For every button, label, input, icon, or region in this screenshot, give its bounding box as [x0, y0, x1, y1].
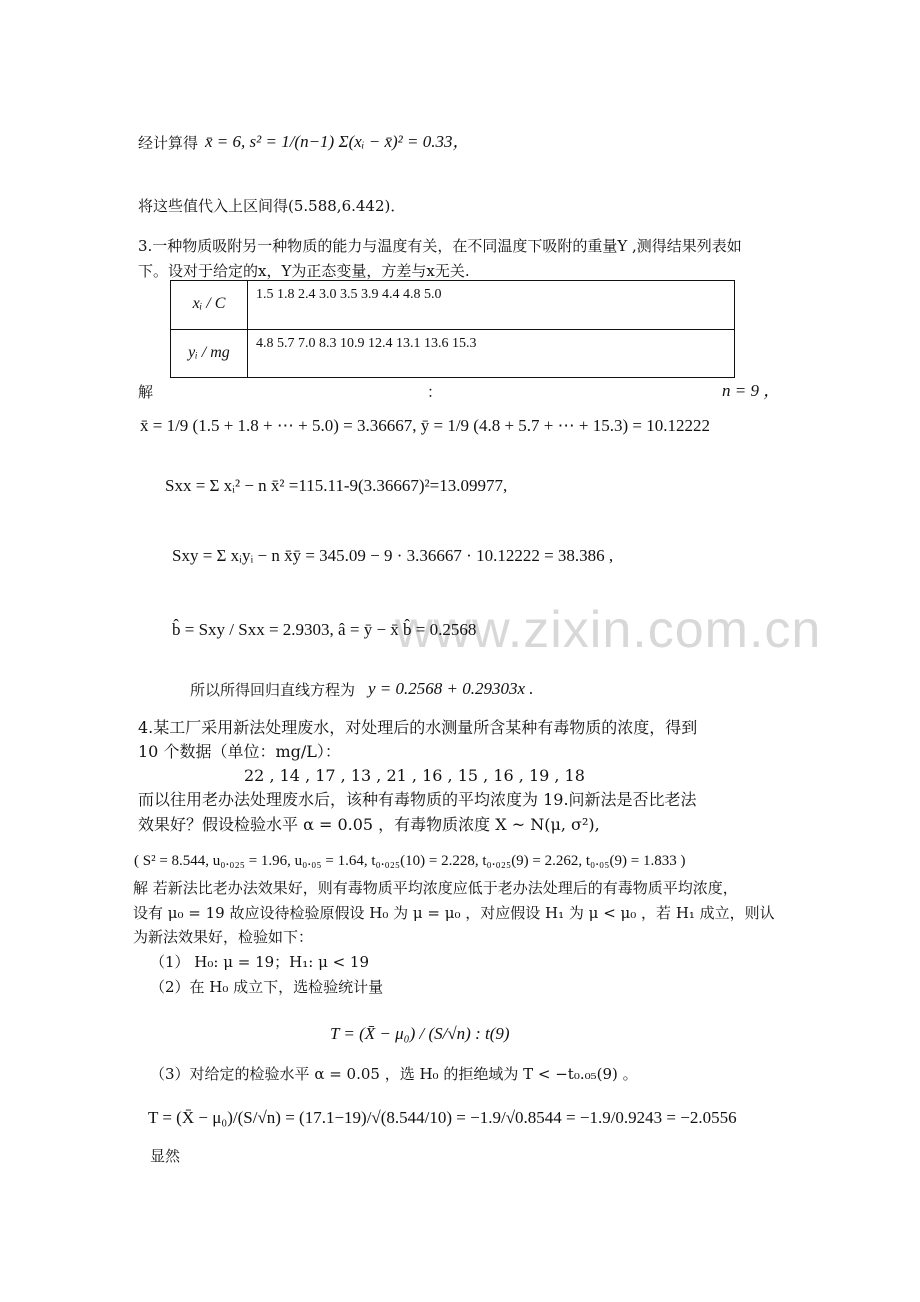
- step-1: （1） H₀: μ = 19；H₁: μ < 19: [150, 953, 370, 971]
- solution-label: 解: [138, 383, 154, 401]
- table-row: [171, 329, 735, 378]
- q3-line1: 3.一种物质吸附另一种物质的能力与温度有关，在不同温度下吸附的重量Y ,测得结果列表如: [138, 237, 742, 255]
- q4-solution-line2: 设有 μ₀ = 19 故应设待检验原假设 H₀ 为 μ = μ₀ ，对应假设 H₁ 为 μ < μ₀ ，若 H₁ 成立，则认: [133, 904, 775, 922]
- q4-solution-line3: 为新法效果好，检验如下：: [133, 928, 314, 946]
- x-values: 1.5 1.8 2.4 3.0 3.5 3.9 4.4 4.8 5.0: [248, 281, 735, 330]
- q4-line1: 4.某工厂采用新法处理废水，对处理后的水测量所含某种有毒物质的浓度，得到: [138, 718, 698, 737]
- step-2: （2）在 H₀ 成立下，选检验统计量: [150, 978, 384, 996]
- q4-data: 22 , 14 , 17 , 13 , 21 , 16 , 15 , 16 , 19 , 18: [244, 766, 585, 785]
- coefficients-formula: b̂ = Sxy / Sxx = 2.9303, â = ȳ − x̄ b̂ = 0.2568: [172, 620, 477, 639]
- regression-equation: y = 0.2568 + 0.29303x .: [368, 679, 534, 698]
- y-values: 4.8 5.7 7.0 8.3 10.9 12.4 13.1 13.6 15.3: [248, 329, 735, 378]
- conclusion-start: 显然: [150, 1147, 181, 1165]
- table-row: [171, 281, 735, 330]
- x-header: xᵢ / C: [171, 281, 248, 330]
- q4-solution-line1: 解 若新法比老办法效果好，则有毒物质平均浓度应低于老办法处理后的有毒物质平均浓度，: [133, 879, 738, 897]
- sxy-formula: Sxy = Σ xᵢyᵢ − n x̄ȳ = 345.09 − 9 · 3.36667 · 10.12222 = 38.386 ,: [172, 546, 614, 565]
- q4-line4: 效果好？假设检验水平 α = 0.05 ，有毒物质浓度 X ~ N(μ, σ²),: [138, 815, 600, 834]
- interval-result: 将这些值代入上区间得(5.588,6.442)．: [138, 197, 406, 215]
- t-calculation: T = (X̄ − μ₀)/(S/√n) = (17.1−19)/√(8.544/10) = −1.9/√0.8544 = −1.9/0.9243 = −2.0556: [148, 1108, 737, 1127]
- q3-line2: 下。设对于给定的x，Y为正态变量，方差与x无关.: [138, 262, 470, 280]
- q4-given-values: ( S² = 8.544, u₀.₀₂₅ = 1.96, u₀.₀₅ = 1.64, t₀.₀₂₅(10) = 2.228, t₀.₀₂₅(9) = 2.262, t₀.₀₅(9) = 1.833 ): [134, 853, 686, 869]
- regression-label: 所以所得回归直线方程为: [190, 681, 356, 699]
- data-table: [170, 280, 735, 378]
- y-header: yᵢ / mg: [171, 329, 248, 378]
- solution-colon: ：: [427, 383, 443, 401]
- step-3: （3）对给定的检验水平 α = 0.05 ，选 H₀ 的拒绝域为 T < −t₀.₀₅(9) 。: [150, 1065, 638, 1083]
- q4-line3: 而以往用老办法处理废水后，该种有毒物质的平均浓度为 19.问新法是否比老法: [138, 790, 697, 809]
- means-formula: x̄ = 1/9 (1.5 + 1.8 + ⋯ + 5.0) = 3.36667, ȳ = 1/9 (4.8 + 5.7 + ⋯ + 15.3) = 10.12222: [140, 416, 710, 435]
- sample-stats-formula: x̄ = 6, s² = 1/(n−1) Σ(xᵢ − x̄)² = 0.33，: [205, 132, 470, 151]
- q4-line2: 10 个数据（单位：mg/L）：: [138, 742, 341, 761]
- watermark: www.zixin.com.cn: [395, 601, 822, 659]
- test-statistic: T = (X̄ − μ₀) / (S/√n) : t(9): [330, 1024, 510, 1043]
- computed-label: 经计算得: [138, 134, 199, 152]
- n-value: n = 9 ，: [722, 381, 781, 400]
- sxx-formula: Sxx = Σ xᵢ² − n x̄² =115.11-9(3.36667)²=13.09977,: [165, 476, 508, 495]
